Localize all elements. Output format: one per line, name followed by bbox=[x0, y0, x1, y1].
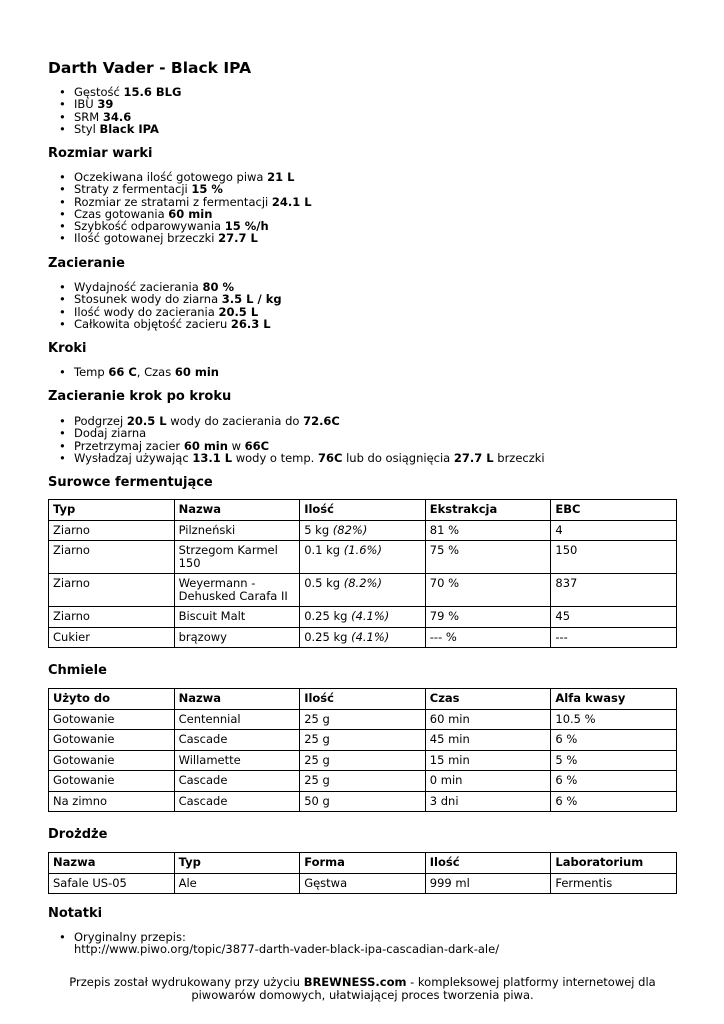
column-header: Typ bbox=[174, 853, 300, 874]
list-item: • Stosunek wody do ziarna 3.5 L / kg bbox=[48, 293, 282, 305]
hops-table bbox=[48, 688, 677, 812]
list-item: • Szybkość odparowywania 15 %/h bbox=[48, 220, 312, 232]
notes-list bbox=[48, 931, 499, 956]
column-header: Laboratorium bbox=[551, 853, 677, 874]
column-header: EBC bbox=[551, 500, 677, 521]
section-heading-notes: Notatki bbox=[48, 906, 103, 921]
table-header-row bbox=[49, 689, 677, 710]
footer: Przepis został wydrukowany przy użyciu BREWNESS.com - kompleksowej platformy internetowej dla piwowarów domowych, ułatwiającej proces tworzenia piwa. bbox=[69, 975, 656, 1002]
step-by-step-list bbox=[48, 415, 545, 464]
list-item: • Podgrzej 20.5 L wody do zacierania do 72.6C bbox=[48, 415, 545, 427]
list-item: • Oczekiwana ilość gotowego piwa 21 L bbox=[48, 171, 312, 183]
section-heading-hops: Chmiele bbox=[48, 663, 107, 678]
list-item bbox=[48, 931, 499, 956]
table-row: Gotowanie Willamette 25 g 15 min 5 % bbox=[49, 750, 677, 771]
brand-link[interactable]: BREWNESS.com bbox=[303, 975, 407, 989]
list-item: • IBU 39 bbox=[48, 98, 181, 110]
table-row: Gotowanie Cascade 25 g 45 min 6 % bbox=[49, 730, 677, 751]
list-item: • Czas gotowania 60 min bbox=[48, 208, 312, 220]
steps-list bbox=[48, 366, 219, 378]
column-header: Nazwa bbox=[174, 500, 300, 521]
notes-url[interactable]: http://www.piwo.org/topic/3877-darth-vader-black-ipa-cascadian-dark-ale/ bbox=[74, 942, 500, 957]
list-item: • Wydajność zacierania 80 % bbox=[48, 281, 282, 293]
batch-list bbox=[48, 171, 312, 245]
list-item: • Przetrzymaj zacier 60 min w 66C bbox=[48, 440, 545, 452]
table-row: Ziarno Pilzneński 5 kg (82%) 81 % 4 bbox=[49, 520, 677, 541]
table-header-row bbox=[49, 853, 677, 874]
fermentables-table bbox=[48, 499, 677, 648]
section-heading-batch: Rozmiar warki bbox=[48, 146, 153, 161]
section-heading-step-by-step: Zacieranie krok po kroku bbox=[48, 389, 232, 404]
yeast-table bbox=[48, 852, 677, 894]
table-row: Na zimno Cascade 50 g 3 dni 6 % bbox=[49, 791, 677, 812]
table-row: Ziarno Strzegom Karmel 150 0.1 kg (1.6%) 75 % 150 bbox=[49, 541, 677, 574]
column-header: Ilość bbox=[425, 853, 551, 874]
list-item: • Wysładzaj używając 13.1 L wody o temp. 76C lub do osiągnięcia 27.7 L brzeczki bbox=[48, 452, 545, 464]
list-item: • Całkowita objętość zacieru 26.3 L bbox=[48, 318, 282, 330]
column-header: Forma bbox=[300, 853, 426, 874]
column-header: Ilość bbox=[300, 689, 426, 710]
table-row: Gotowanie Cascade 25 g 0 min 6 % bbox=[49, 771, 677, 792]
column-header: Użyto do bbox=[49, 689, 175, 710]
section-heading-fermentables: Surowce fermentujące bbox=[48, 475, 213, 490]
list-item: • Gęstość 15.6 BLG bbox=[48, 86, 181, 98]
notes-label: Oryginalny przepis: bbox=[74, 930, 186, 944]
column-header: Typ bbox=[49, 500, 175, 521]
table-row: Ziarno Biscuit Malt 0.25 kg (4.1%) 79 % 45 bbox=[49, 607, 677, 628]
mashing-list bbox=[48, 281, 282, 330]
column-header: Ekstrakcja bbox=[425, 500, 551, 521]
list-item: • SRM 34.6 bbox=[48, 111, 181, 123]
list-item: • Temp 66 C, Czas 60 min bbox=[48, 366, 219, 378]
list-item: • Ilość gotowanej brzeczki 27.7 L bbox=[48, 232, 312, 244]
list-item: • Ilość wody do zacierania 20.5 L bbox=[48, 306, 282, 318]
table-row: Safale US-05 Ale Gęstwa 999 ml Fermentis bbox=[49, 873, 677, 894]
column-header: Alfa kwasy bbox=[551, 689, 677, 710]
table-row: Cukier brązowy 0.25 kg (4.1%) --- % --- bbox=[49, 627, 677, 648]
column-header: Nazwa bbox=[49, 853, 175, 874]
table-row: Gotowanie Centennial 25 g 60 min 10.5 % bbox=[49, 709, 677, 730]
summary-list bbox=[48, 86, 181, 135]
table-header-row bbox=[49, 500, 677, 521]
table-row: Ziarno Weyermann - Dehusked Carafa II 0.5 kg (8.2%) 70 % 837 bbox=[49, 574, 677, 607]
column-header: Czas bbox=[425, 689, 551, 710]
column-header: Nazwa bbox=[174, 689, 300, 710]
section-heading-yeast: Drożdże bbox=[48, 827, 108, 842]
section-heading-steps: Kroki bbox=[48, 341, 87, 356]
list-item: • Rozmiar ze stratami z fermentacji 24.1 L bbox=[48, 196, 312, 208]
list-item: • Styl Black IPA bbox=[48, 123, 181, 135]
column-header: Ilość bbox=[300, 500, 426, 521]
list-item: • Dodaj ziarna bbox=[48, 427, 545, 439]
section-heading-mashing: Zacieranie bbox=[48, 256, 125, 271]
recipe-title: Darth Vader - Black IPA bbox=[48, 59, 252, 77]
list-item: • Straty z fermentacji 15 % bbox=[48, 183, 312, 195]
